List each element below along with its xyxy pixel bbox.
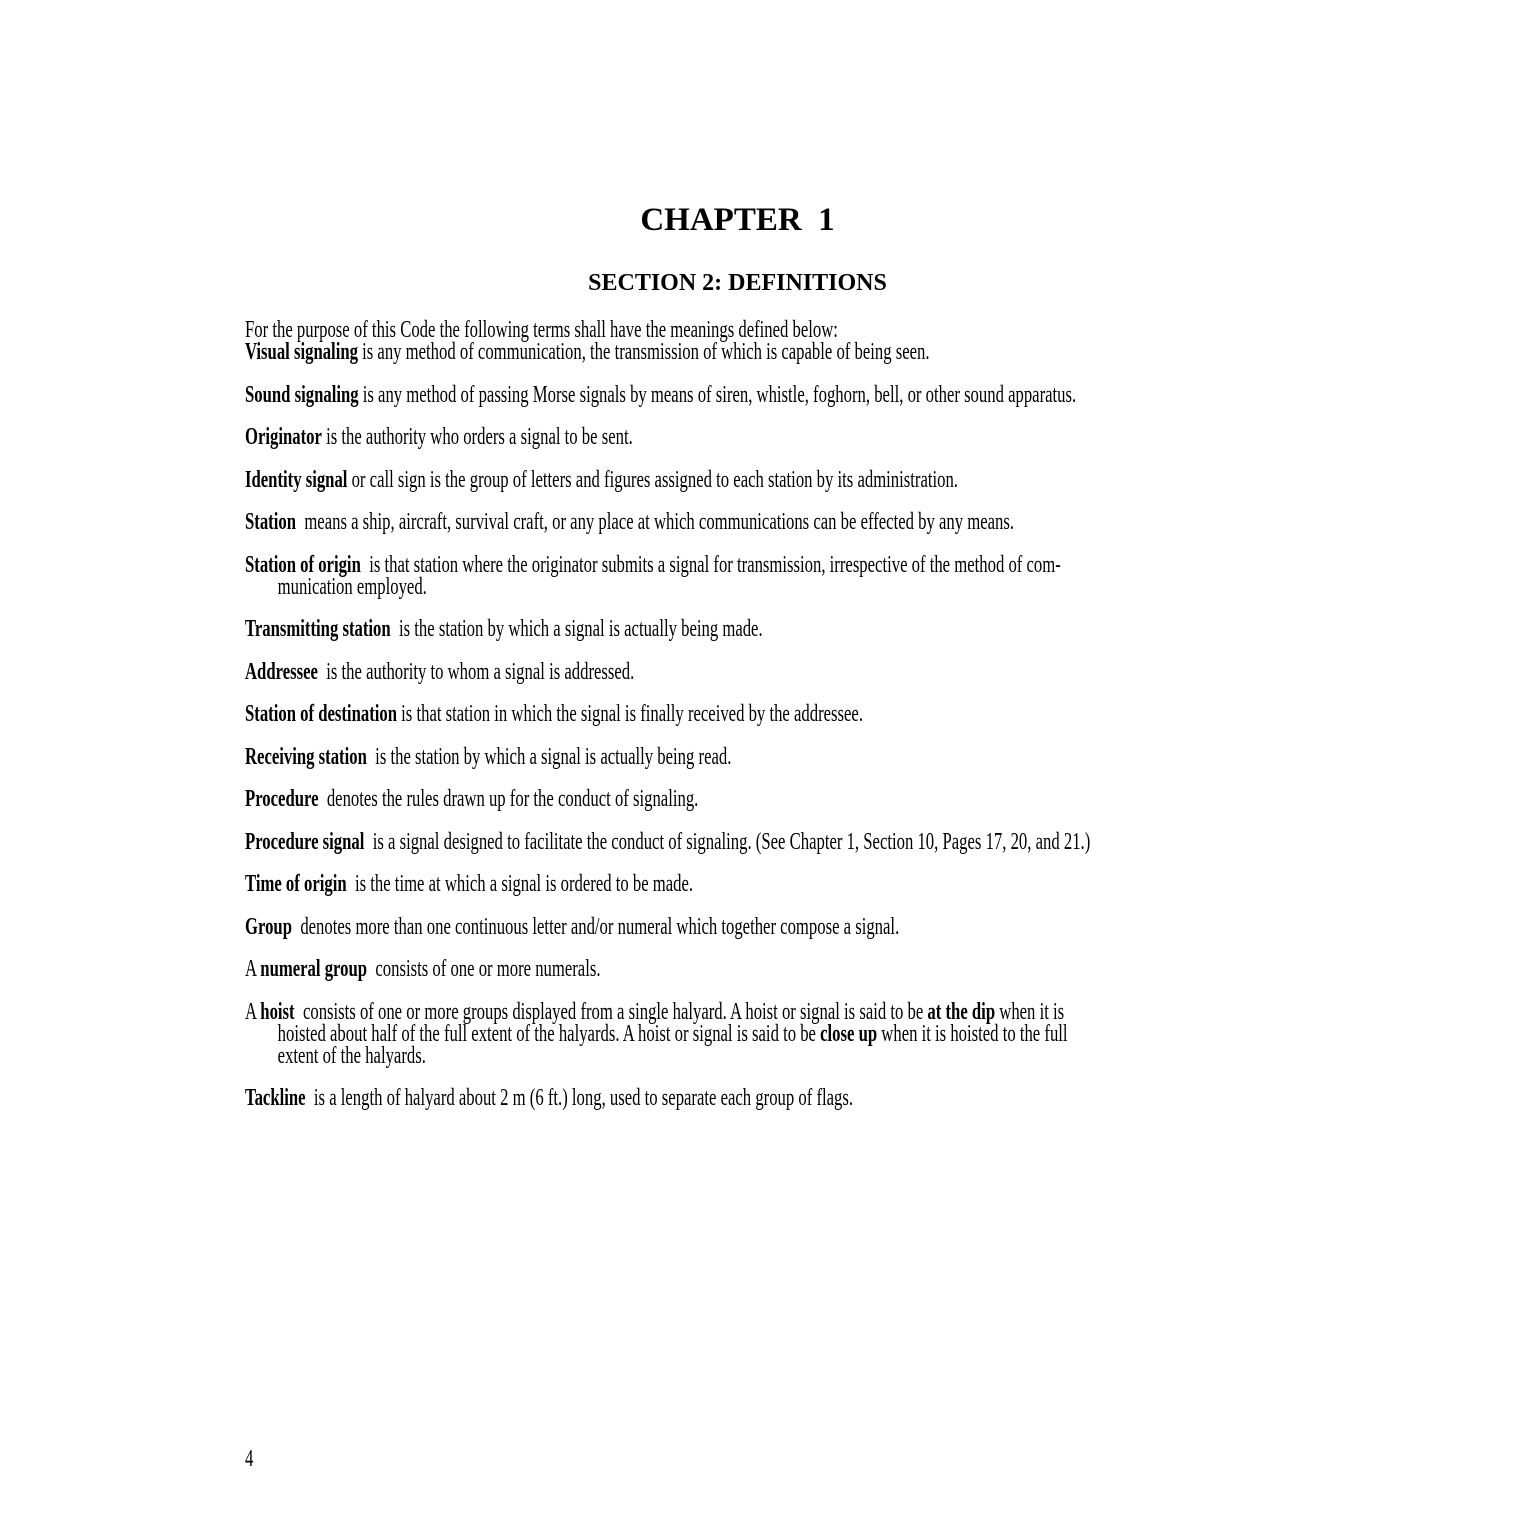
definition-text: extent of the halyards. bbox=[277, 1042, 426, 1069]
definition-paragraph bbox=[245, 551, 1231, 600]
definition-paragraph bbox=[245, 828, 1231, 855]
definition-line bbox=[245, 1042, 1231, 1069]
definition-term: Time of origin bbox=[245, 871, 347, 897]
definition-text: hoisted about half of the full extent of the halyards. A hoist or signal is said to be bbox=[277, 1020, 821, 1047]
definition-term: Procedure bbox=[245, 786, 319, 812]
definitions bbox=[245, 341, 1231, 1109]
definition-term: Transmitting station bbox=[245, 616, 391, 642]
definition-line bbox=[245, 573, 1231, 600]
definition-term: numeral group bbox=[260, 956, 368, 982]
definition-line bbox=[245, 1020, 1231, 1047]
definition-line bbox=[245, 1087, 1231, 1109]
definition-paragraph bbox=[245, 341, 1231, 363]
definition-paragraph bbox=[245, 618, 1231, 640]
definition-text: denotes more than one continuous letter and/or numeral which together compose a signal. bbox=[291, 913, 900, 940]
definition-line bbox=[245, 426, 1231, 448]
definition-line bbox=[245, 743, 1231, 770]
definition-paragraph bbox=[245, 1087, 1231, 1109]
definition-text: consists of one or more groups displayed from a single halyard. A hoist or signal is said to be bbox=[294, 998, 928, 1025]
definition-text: when it is hoisted to the full bbox=[877, 1020, 1068, 1047]
definition-line bbox=[245, 828, 1231, 855]
definition-term: close up bbox=[820, 1020, 878, 1047]
definition-line bbox=[245, 703, 1231, 725]
definition-term: Station bbox=[245, 509, 296, 535]
definition-line bbox=[245, 873, 1231, 895]
definition-term: Sound signaling bbox=[245, 381, 359, 408]
definition-paragraph bbox=[245, 426, 1231, 448]
definition-term: Group bbox=[245, 913, 292, 940]
definition-text: A bbox=[245, 956, 261, 982]
definition-line bbox=[245, 618, 1231, 640]
definition-text: is that station in which the signal is finally received by the addressee. bbox=[396, 701, 863, 727]
definition-paragraph bbox=[245, 743, 1231, 770]
section-title: SECTION 2: DEFINITIONS bbox=[588, 270, 887, 296]
definition-text: means a ship, aircraft, survival craft, or any place at which communications can be effected by any means. bbox=[295, 509, 1015, 535]
definition-paragraph bbox=[245, 788, 1231, 810]
definition-text: consists of one or more numerals. bbox=[367, 956, 601, 982]
intro-line: For the purpose of this Code the following terms shall have the meanings defined below: bbox=[245, 317, 838, 343]
definition-line bbox=[245, 913, 1231, 940]
definition-paragraph bbox=[245, 466, 1231, 493]
definition-term: Receiving station bbox=[245, 743, 367, 770]
definition-term: Station of origin bbox=[245, 551, 361, 578]
definition-text: is the authority who orders a signal to be sent. bbox=[321, 424, 633, 450]
intro-paragraph bbox=[245, 319, 1231, 341]
definition-line bbox=[245, 381, 1231, 408]
definition-line bbox=[245, 998, 1231, 1025]
definition-line bbox=[245, 551, 1231, 578]
definition-text: is a signal designed to facilitate the conduct of signaling. (See Chapter 1, Section 10, Pages 17, 20, and 21.) bbox=[364, 828, 1091, 855]
definition-paragraph bbox=[245, 381, 1231, 408]
definition-paragraph bbox=[245, 913, 1231, 940]
definition-text: is any method of passing Morse signals by means of siren, whistle, foghorn, bell, or other sound apparatus. bbox=[358, 381, 1077, 408]
definition-term: at the dip bbox=[927, 998, 996, 1025]
definition-paragraph bbox=[245, 658, 1231, 685]
body-text bbox=[245, 319, 1231, 1109]
definition-paragraph bbox=[245, 998, 1231, 1069]
definition-paragraph bbox=[245, 958, 1231, 980]
definition-text: is the station by which a signal is actually being read. bbox=[366, 743, 732, 770]
definition-text: is a length of halyard about 2 m (6 ft.) long, used to separate each group of flags. bbox=[305, 1085, 854, 1111]
definition-paragraph bbox=[245, 511, 1231, 533]
page-number: 4 bbox=[245, 1446, 254, 1472]
definition-text: munication employed. bbox=[277, 573, 427, 600]
definition-text: is the time at which a signal is ordered to be made. bbox=[346, 871, 694, 897]
definition-text: or call sign is the group of letters and figures assigned to each station by its administration. bbox=[347, 466, 958, 493]
definition-text: is the station by which a signal is actually being made. bbox=[390, 616, 763, 642]
definition-line bbox=[245, 788, 1231, 810]
definition-term: Originator bbox=[245, 424, 322, 450]
definition-term: Procedure signal bbox=[245, 828, 365, 855]
definition-text: when it is bbox=[995, 998, 1065, 1025]
definition-term: Tackline bbox=[245, 1085, 306, 1111]
definition-text: is the authority to whom a signal is addressed. bbox=[317, 658, 635, 685]
definition-line bbox=[245, 958, 1231, 980]
definition-line bbox=[245, 658, 1231, 685]
definition-text: denotes the rules drawn up for the conduct of signaling. bbox=[318, 786, 699, 812]
definition-text: is that station where the originator submits a signal for transmission, irrespective of the method of com- bbox=[360, 551, 1061, 578]
definition-paragraph bbox=[245, 703, 1231, 725]
definition-term: hoist bbox=[260, 998, 295, 1025]
definition-paragraph bbox=[245, 873, 1231, 895]
definition-line bbox=[245, 511, 1231, 533]
definition-term: Visual signaling bbox=[245, 339, 358, 365]
chapter-title: CHAPTER 1 bbox=[640, 202, 835, 238]
definition-term: Identity signal bbox=[245, 466, 348, 493]
definition-line bbox=[245, 341, 1231, 363]
definition-term: Station of destination bbox=[245, 701, 397, 727]
definition-line bbox=[245, 466, 1231, 493]
definition-text: A bbox=[245, 998, 261, 1025]
definition-text: is any method of communication, the transmission of which is capable of being seen. bbox=[357, 339, 930, 365]
definition-term: Addressee bbox=[245, 658, 318, 685]
